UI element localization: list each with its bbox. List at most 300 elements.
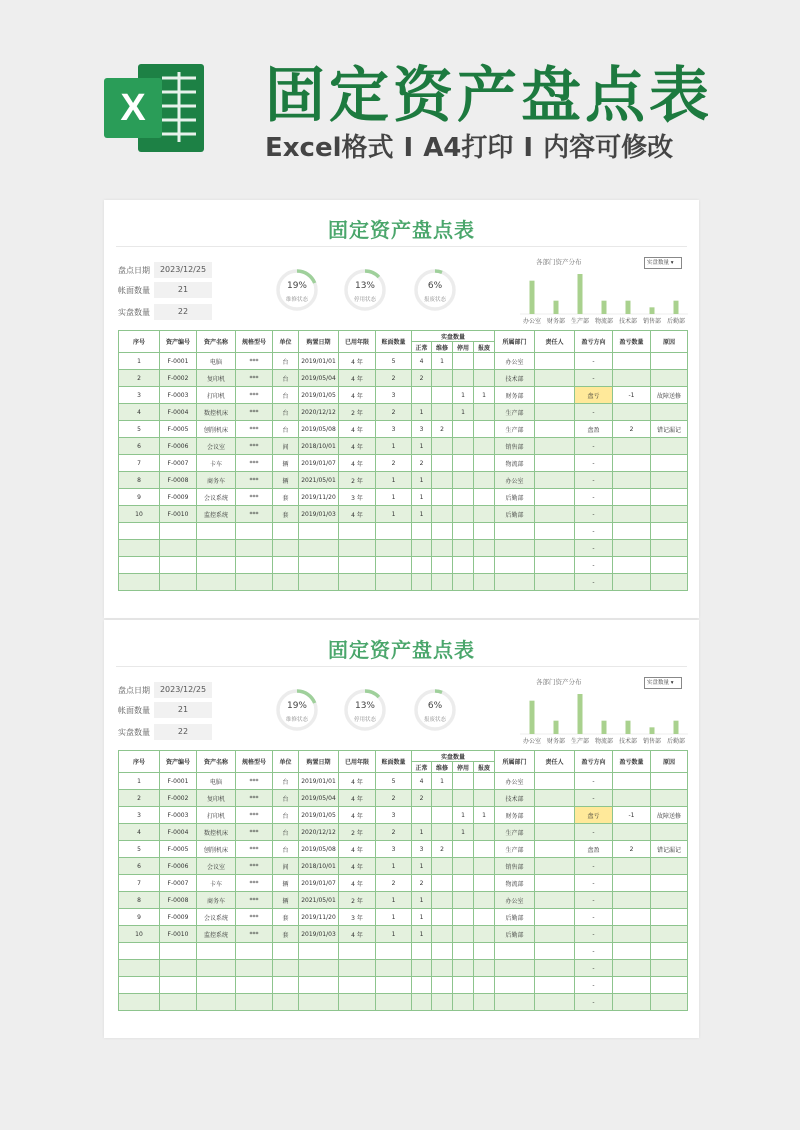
table-cell[interactable] xyxy=(495,943,535,960)
table-cell[interactable]: 1 xyxy=(119,773,160,790)
table-cell[interactable] xyxy=(474,841,495,858)
table-cell[interactable]: F-0006 xyxy=(160,438,197,455)
table-cell[interactable] xyxy=(535,773,575,790)
table-cell[interactable] xyxy=(432,557,453,574)
table-cell[interactable]: -1 xyxy=(613,807,651,824)
table-cell[interactable] xyxy=(613,773,651,790)
table-cell[interactable] xyxy=(474,926,495,943)
table-cell[interactable]: 2019/05/04 xyxy=(299,370,339,387)
table-cell[interactable]: 会议室 xyxy=(197,438,236,455)
table-cell[interactable]: 2019/11/20 xyxy=(299,909,339,926)
table-cell[interactable] xyxy=(474,960,495,977)
table-cell[interactable] xyxy=(412,807,432,824)
table-cell[interactable]: 2019/05/04 xyxy=(299,790,339,807)
table-cell[interactable] xyxy=(197,943,236,960)
table-cell[interactable]: 1 xyxy=(453,807,474,824)
table-cell[interactable] xyxy=(535,977,575,994)
table-cell[interactable] xyxy=(273,540,299,557)
table-cell[interactable] xyxy=(651,523,688,540)
table-cell[interactable] xyxy=(651,926,688,943)
table-cell[interactable]: 1 xyxy=(453,404,474,421)
table-cell[interactable] xyxy=(535,892,575,909)
table-cell[interactable]: 台 xyxy=(273,841,299,858)
table-cell[interactable]: 3 xyxy=(119,807,160,824)
table-cell[interactable] xyxy=(474,404,495,421)
table-cell[interactable] xyxy=(495,523,535,540)
table-cell[interactable]: 2019/11/20 xyxy=(299,489,339,506)
table-cell[interactable] xyxy=(412,574,432,591)
table-cell[interactable] xyxy=(474,858,495,875)
table-cell[interactable] xyxy=(613,574,651,591)
table-cell[interactable] xyxy=(613,455,651,472)
table-cell[interactable] xyxy=(535,489,575,506)
table-cell[interactable]: F-0007 xyxy=(160,875,197,892)
table-cell[interactable] xyxy=(535,472,575,489)
table-cell[interactable] xyxy=(273,557,299,574)
table-cell[interactable]: *** xyxy=(236,790,273,807)
table-cell[interactable] xyxy=(376,574,412,591)
table-cell[interactable] xyxy=(236,523,273,540)
table-cell[interactable] xyxy=(273,960,299,977)
info-value[interactable]: 21 xyxy=(154,282,212,298)
info-value[interactable]: 21 xyxy=(154,702,212,718)
table-cell[interactable] xyxy=(651,892,688,909)
table-cell[interactable]: F-0008 xyxy=(160,472,197,489)
table-cell[interactable]: 1 xyxy=(376,438,412,455)
table-cell[interactable] xyxy=(160,540,197,557)
table-cell[interactable] xyxy=(236,574,273,591)
table-cell[interactable]: 6 xyxy=(119,438,160,455)
table-cell[interactable]: 2018/10/01 xyxy=(299,438,339,455)
table-cell[interactable] xyxy=(535,370,575,387)
table-cell[interactable] xyxy=(613,472,651,489)
table-cell[interactable] xyxy=(613,540,651,557)
table-cell[interactable]: 故障送修 xyxy=(651,807,688,824)
table-cell[interactable]: 2020/12/12 xyxy=(299,824,339,841)
table-cell[interactable]: 4 年 xyxy=(339,370,376,387)
table-cell[interactable]: 会议系统 xyxy=(197,909,236,926)
table-cell[interactable]: - xyxy=(575,370,613,387)
table-cell[interactable] xyxy=(236,540,273,557)
table-cell[interactable]: F-0003 xyxy=(160,387,197,404)
table-cell[interactable]: 商务车 xyxy=(197,472,236,489)
table-cell[interactable]: 2 xyxy=(376,790,412,807)
table-cell[interactable]: 4 年 xyxy=(339,387,376,404)
table-cell[interactable] xyxy=(651,489,688,506)
table-cell[interactable]: 会议室 xyxy=(197,858,236,875)
table-cell[interactable] xyxy=(453,773,474,790)
table-cell[interactable]: 台 xyxy=(273,807,299,824)
table-cell[interactable] xyxy=(453,523,474,540)
table-cell[interactable]: - xyxy=(575,892,613,909)
table-cell[interactable]: 间 xyxy=(273,858,299,875)
table-cell[interactable] xyxy=(535,540,575,557)
table-cell[interactable]: 1 xyxy=(412,909,432,926)
table-cell[interactable] xyxy=(412,994,432,1011)
table-cell[interactable]: - xyxy=(575,943,613,960)
table-cell[interactable] xyxy=(535,807,575,824)
table-cell[interactable] xyxy=(339,943,376,960)
table-cell[interactable] xyxy=(236,977,273,994)
table-cell[interactable]: 1 xyxy=(412,858,432,875)
table-cell[interactable] xyxy=(453,370,474,387)
table-cell[interactable]: *** xyxy=(236,773,273,790)
table-cell[interactable] xyxy=(535,523,575,540)
table-cell[interactable] xyxy=(535,994,575,1011)
table-cell[interactable] xyxy=(613,489,651,506)
table-cell[interactable]: 套 xyxy=(273,926,299,943)
table-cell[interactable] xyxy=(273,523,299,540)
table-cell[interactable] xyxy=(651,370,688,387)
table-cell[interactable]: 2 xyxy=(376,370,412,387)
table-cell[interactable]: 4 xyxy=(412,353,432,370)
table-cell[interactable] xyxy=(613,977,651,994)
table-cell[interactable] xyxy=(453,540,474,557)
table-cell[interactable] xyxy=(535,574,575,591)
table-cell[interactable] xyxy=(453,421,474,438)
table-cell[interactable]: 1 xyxy=(412,404,432,421)
table-cell[interactable]: 2 年 xyxy=(339,404,376,421)
table-cell[interactable] xyxy=(613,438,651,455)
table-cell[interactable]: 2019/05/08 xyxy=(299,421,339,438)
table-cell[interactable]: 2 年 xyxy=(339,472,376,489)
table-cell[interactable] xyxy=(119,574,160,591)
table-cell[interactable]: 1 xyxy=(376,909,412,926)
table-cell[interactable]: *** xyxy=(236,892,273,909)
table-cell[interactable]: 盘盈 xyxy=(575,841,613,858)
table-cell[interactable] xyxy=(474,540,495,557)
table-cell[interactable]: *** xyxy=(236,455,273,472)
table-cell[interactable] xyxy=(474,909,495,926)
table-cell[interactable]: - xyxy=(575,790,613,807)
table-cell[interactable]: *** xyxy=(236,875,273,892)
table-cell[interactable]: 财务部 xyxy=(495,387,535,404)
table-cell[interactable]: F-0004 xyxy=(160,404,197,421)
table-cell[interactable]: 2019/01/07 xyxy=(299,875,339,892)
table-cell[interactable]: 2020/12/12 xyxy=(299,404,339,421)
table-cell[interactable]: 4 年 xyxy=(339,875,376,892)
table-cell[interactable]: 2019/01/03 xyxy=(299,926,339,943)
table-cell[interactable] xyxy=(412,977,432,994)
table-cell[interactable] xyxy=(453,790,474,807)
table-cell[interactable] xyxy=(432,960,453,977)
table-cell[interactable] xyxy=(535,824,575,841)
table-cell[interactable]: - xyxy=(575,353,613,370)
table-cell[interactable] xyxy=(432,489,453,506)
table-cell[interactable]: 5 xyxy=(119,421,160,438)
table-cell[interactable]: 5 xyxy=(119,841,160,858)
table-cell[interactable]: *** xyxy=(236,370,273,387)
table-cell[interactable] xyxy=(474,421,495,438)
table-cell[interactable]: *** xyxy=(236,824,273,841)
table-cell[interactable] xyxy=(453,506,474,523)
table-cell[interactable]: 3 xyxy=(412,841,432,858)
table-cell[interactable] xyxy=(613,943,651,960)
table-cell[interactable]: F-0002 xyxy=(160,370,197,387)
table-cell[interactable]: 套 xyxy=(273,489,299,506)
table-cell[interactable] xyxy=(299,994,339,1011)
table-cell[interactable] xyxy=(160,977,197,994)
table-cell[interactable] xyxy=(613,370,651,387)
table-cell[interactable] xyxy=(432,875,453,892)
table-cell[interactable] xyxy=(535,438,575,455)
table-cell[interactable]: 办公室 xyxy=(495,773,535,790)
table-cell[interactable]: 1 xyxy=(412,824,432,841)
table-cell[interactable] xyxy=(432,824,453,841)
table-cell[interactable] xyxy=(474,943,495,960)
table-cell[interactable]: - xyxy=(575,472,613,489)
table-cell[interactable] xyxy=(236,943,273,960)
table-cell[interactable]: 1 xyxy=(412,489,432,506)
table-cell[interactable]: 错记漏记 xyxy=(651,421,688,438)
info-value[interactable]: 2023/12/25 xyxy=(154,682,212,698)
table-cell[interactable]: 4 xyxy=(119,824,160,841)
table-cell[interactable]: 8 xyxy=(119,892,160,909)
table-cell[interactable] xyxy=(651,353,688,370)
table-cell[interactable] xyxy=(432,455,453,472)
table-cell[interactable]: 物流部 xyxy=(495,455,535,472)
table-cell[interactable] xyxy=(339,977,376,994)
table-cell[interactable]: 故障送修 xyxy=(651,387,688,404)
table-cell[interactable]: 1 xyxy=(432,773,453,790)
table-cell[interactable] xyxy=(160,960,197,977)
table-cell[interactable]: 9 xyxy=(119,909,160,926)
table-cell[interactable] xyxy=(432,506,453,523)
table-cell[interactable] xyxy=(339,574,376,591)
table-cell[interactable] xyxy=(535,960,575,977)
table-cell[interactable] xyxy=(474,506,495,523)
table-cell[interactable]: 7 xyxy=(119,875,160,892)
table-cell[interactable]: *** xyxy=(236,387,273,404)
table-cell[interactable] xyxy=(453,892,474,909)
table-cell[interactable] xyxy=(613,994,651,1011)
table-cell[interactable]: 物流部 xyxy=(495,875,535,892)
table-cell[interactable]: 办公室 xyxy=(495,353,535,370)
table-cell[interactable]: 盘亏 xyxy=(575,387,613,404)
table-cell[interactable]: - xyxy=(575,858,613,875)
table-cell[interactable] xyxy=(339,540,376,557)
table-cell[interactable] xyxy=(197,977,236,994)
table-cell[interactable] xyxy=(432,387,453,404)
table-cell[interactable]: F-0009 xyxy=(160,489,197,506)
table-cell[interactable]: 数控机床 xyxy=(197,404,236,421)
table-cell[interactable]: 电脑 xyxy=(197,353,236,370)
table-cell[interactable] xyxy=(535,909,575,926)
table-cell[interactable] xyxy=(495,557,535,574)
table-cell[interactable] xyxy=(651,557,688,574)
table-cell[interactable] xyxy=(535,943,575,960)
table-cell[interactable]: - xyxy=(575,824,613,841)
table-cell[interactable] xyxy=(535,875,575,892)
table-cell[interactable] xyxy=(474,892,495,909)
table-cell[interactable] xyxy=(453,909,474,926)
table-cell[interactable]: F-0008 xyxy=(160,892,197,909)
table-cell[interactable] xyxy=(613,960,651,977)
table-cell[interactable] xyxy=(453,841,474,858)
table-cell[interactable]: 1 xyxy=(412,506,432,523)
table-cell[interactable]: - xyxy=(575,773,613,790)
table-cell[interactable] xyxy=(236,994,273,1011)
table-cell[interactable] xyxy=(613,790,651,807)
chart-metric-select[interactable] xyxy=(644,677,682,689)
table-cell[interactable] xyxy=(651,858,688,875)
table-cell[interactable]: 2 年 xyxy=(339,824,376,841)
table-cell[interactable] xyxy=(535,841,575,858)
table-cell[interactable] xyxy=(613,858,651,875)
table-cell[interactable]: 间 xyxy=(273,438,299,455)
table-cell[interactable]: 4 年 xyxy=(339,858,376,875)
table-cell[interactable]: 监控系统 xyxy=(197,506,236,523)
table-cell[interactable]: F-0010 xyxy=(160,506,197,523)
table-cell[interactable]: 1 xyxy=(412,926,432,943)
table-cell[interactable] xyxy=(299,557,339,574)
table-cell[interactable] xyxy=(495,574,535,591)
table-cell[interactable]: 1 xyxy=(376,472,412,489)
table-cell[interactable]: 2 xyxy=(613,841,651,858)
table-cell[interactable]: - xyxy=(575,574,613,591)
table-cell[interactable]: 生产部 xyxy=(495,404,535,421)
table-cell[interactable] xyxy=(651,540,688,557)
table-cell[interactable]: F-0001 xyxy=(160,773,197,790)
table-cell[interactable]: 3 xyxy=(376,807,412,824)
table-cell[interactable]: *** xyxy=(236,841,273,858)
table-cell[interactable]: 后勤部 xyxy=(495,506,535,523)
table-cell[interactable]: 2019/01/07 xyxy=(299,455,339,472)
table-cell[interactable]: 3 xyxy=(376,841,412,858)
info-value[interactable]: 22 xyxy=(154,304,212,320)
table-cell[interactable] xyxy=(474,773,495,790)
table-cell[interactable] xyxy=(453,455,474,472)
chart-metric-select[interactable] xyxy=(644,257,682,269)
table-cell[interactable]: 台 xyxy=(273,370,299,387)
table-cell[interactable]: 错记漏记 xyxy=(651,841,688,858)
table-cell[interactable]: 刨削机床 xyxy=(197,421,236,438)
table-cell[interactable] xyxy=(474,994,495,1011)
table-cell[interactable]: 台 xyxy=(273,421,299,438)
table-cell[interactable] xyxy=(412,960,432,977)
table-cell[interactable]: 台 xyxy=(273,353,299,370)
table-cell[interactable]: F-0004 xyxy=(160,824,197,841)
table-cell[interactable] xyxy=(495,977,535,994)
table-cell[interactable] xyxy=(376,943,412,960)
table-cell[interactable] xyxy=(453,943,474,960)
table-cell[interactable] xyxy=(474,523,495,540)
table-cell[interactable] xyxy=(453,926,474,943)
table-cell[interactable]: 2019/01/05 xyxy=(299,387,339,404)
table-cell[interactable]: 2 xyxy=(613,421,651,438)
table-cell[interactable] xyxy=(299,574,339,591)
table-cell[interactable] xyxy=(535,421,575,438)
table-cell[interactable] xyxy=(197,540,236,557)
table-cell[interactable] xyxy=(651,506,688,523)
table-cell[interactable]: - xyxy=(575,489,613,506)
table-cell[interactable]: - xyxy=(575,926,613,943)
table-cell[interactable] xyxy=(432,926,453,943)
table-cell[interactable]: 1 xyxy=(376,892,412,909)
table-cell[interactable]: 套 xyxy=(273,506,299,523)
table-cell[interactable]: F-0005 xyxy=(160,421,197,438)
table-cell[interactable] xyxy=(376,960,412,977)
table-cell[interactable]: 4 年 xyxy=(339,455,376,472)
table-cell[interactable]: 辆 xyxy=(273,455,299,472)
table-cell[interactable]: 2 xyxy=(432,841,453,858)
table-cell[interactable] xyxy=(453,472,474,489)
table-cell[interactable]: 4 年 xyxy=(339,926,376,943)
table-cell[interactable] xyxy=(535,858,575,875)
table-cell[interactable]: 2 xyxy=(412,455,432,472)
table-cell[interactable] xyxy=(432,807,453,824)
table-cell[interactable] xyxy=(651,994,688,1011)
table-cell[interactable] xyxy=(495,960,535,977)
table-cell[interactable] xyxy=(535,506,575,523)
table-cell[interactable] xyxy=(613,523,651,540)
table-cell[interactable]: 10 xyxy=(119,506,160,523)
table-cell[interactable] xyxy=(453,977,474,994)
table-cell[interactable]: - xyxy=(575,557,613,574)
table-cell[interactable]: 台 xyxy=(273,824,299,841)
table-cell[interactable] xyxy=(412,523,432,540)
table-cell[interactable]: - xyxy=(575,523,613,540)
table-cell[interactable] xyxy=(613,506,651,523)
table-cell[interactable]: 2018/10/01 xyxy=(299,858,339,875)
table-cell[interactable] xyxy=(453,438,474,455)
table-cell[interactable] xyxy=(432,404,453,421)
table-cell[interactable]: 2 xyxy=(119,370,160,387)
table-cell[interactable] xyxy=(160,557,197,574)
table-cell[interactable]: 2 xyxy=(376,404,412,421)
table-cell[interactable] xyxy=(613,353,651,370)
table-cell[interactable] xyxy=(651,455,688,472)
table-cell[interactable]: *** xyxy=(236,404,273,421)
table-cell[interactable]: F-0002 xyxy=(160,790,197,807)
table-cell[interactable] xyxy=(432,523,453,540)
table-cell[interactable]: 监控系统 xyxy=(197,926,236,943)
table-cell[interactable]: - xyxy=(575,909,613,926)
table-cell[interactable]: 2019/05/08 xyxy=(299,841,339,858)
table-cell[interactable] xyxy=(119,943,160,960)
table-cell[interactable]: 2019/01/05 xyxy=(299,807,339,824)
table-cell[interactable] xyxy=(432,858,453,875)
table-cell[interactable]: 后勤部 xyxy=(495,909,535,926)
table-cell[interactable]: 9 xyxy=(119,489,160,506)
table-cell[interactable] xyxy=(299,523,339,540)
table-cell[interactable]: *** xyxy=(236,807,273,824)
table-cell[interactable]: 技术部 xyxy=(495,790,535,807)
table-cell[interactable]: 4 年 xyxy=(339,421,376,438)
table-cell[interactable] xyxy=(432,943,453,960)
table-cell[interactable]: *** xyxy=(236,506,273,523)
table-cell[interactable]: 生产部 xyxy=(495,841,535,858)
table-cell[interactable] xyxy=(651,574,688,591)
table-cell[interactable] xyxy=(474,574,495,591)
table-cell[interactable] xyxy=(432,438,453,455)
table-cell[interactable] xyxy=(160,943,197,960)
table-cell[interactable]: - xyxy=(575,404,613,421)
table-cell[interactable]: 数控机床 xyxy=(197,824,236,841)
table-cell[interactable]: *** xyxy=(236,858,273,875)
table-cell[interactable] xyxy=(453,875,474,892)
table-cell[interactable] xyxy=(273,977,299,994)
table-cell[interactable] xyxy=(119,557,160,574)
table-cell[interactable] xyxy=(299,540,339,557)
table-cell[interactable]: - xyxy=(575,960,613,977)
table-cell[interactable]: 5 xyxy=(376,773,412,790)
table-cell[interactable]: *** xyxy=(236,438,273,455)
table-cell[interactable] xyxy=(432,574,453,591)
table-cell[interactable] xyxy=(651,824,688,841)
table-cell[interactable] xyxy=(160,574,197,591)
table-cell[interactable]: 生产部 xyxy=(495,824,535,841)
